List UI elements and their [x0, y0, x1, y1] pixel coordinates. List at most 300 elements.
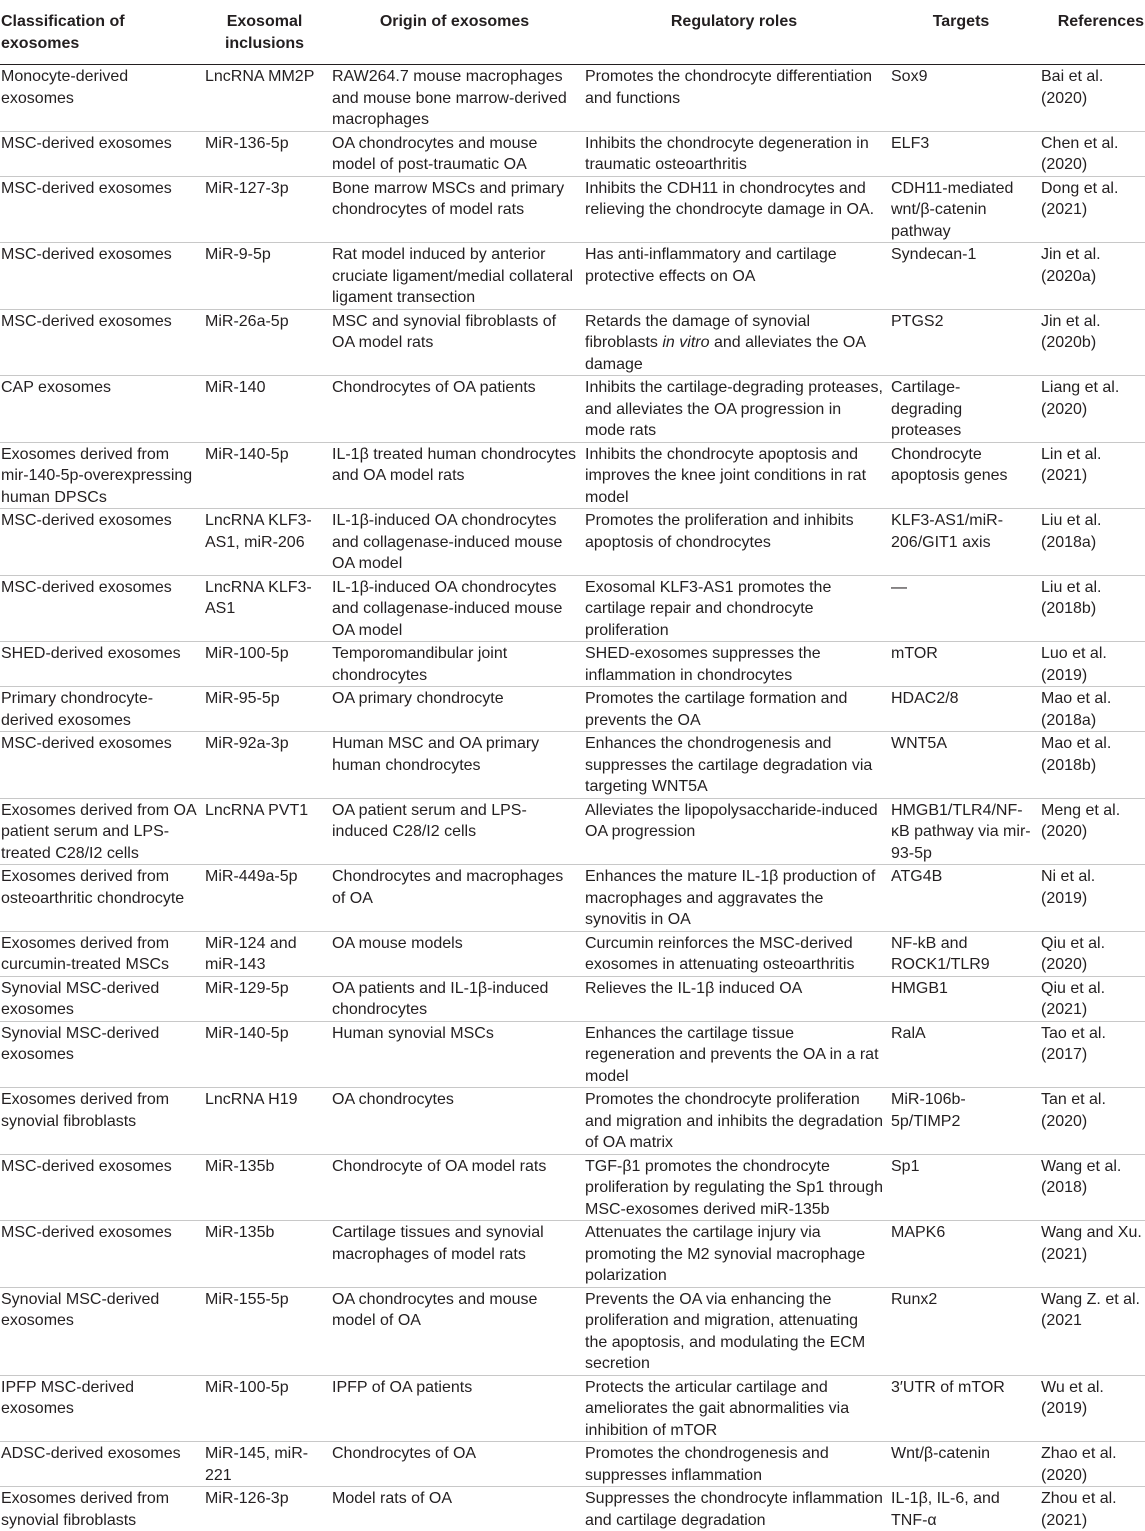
cell-inclusions-text: MiR-127-3p	[205, 177, 324, 200]
cell-targets-text: MAPK6	[891, 1221, 1031, 1244]
cell-inclusions	[201, 1442, 328, 1487]
cell-origin	[328, 1375, 581, 1442]
cell-classification	[0, 243, 201, 310]
cell-origin-text: Temporomandibular joint chondrocytes	[332, 642, 577, 686]
cell-targets-text: MiR-106b-5p/TIMP2	[891, 1088, 1031, 1132]
cell-targets	[887, 976, 1035, 1021]
cell-origin-text: Chondrocytes and macrophages of OA	[332, 865, 577, 909]
cell-inclusions	[201, 176, 328, 243]
cell-inclusions	[201, 865, 328, 932]
cell-inclusions-text: MiR-126-3p	[205, 1487, 324, 1510]
cell-roles	[581, 1021, 887, 1088]
cell-origin	[328, 1154, 581, 1221]
cell-reference-text: Tao et al. (2017)	[1041, 1022, 1145, 1066]
cell-classification	[0, 1487, 201, 1531]
cell-classification-text: MSC-derived exosomes	[1, 1155, 197, 1178]
cell-reference-text: Liu et al. (2018b)	[1041, 576, 1145, 620]
cell-classification	[0, 309, 201, 376]
cell-roles	[581, 176, 887, 243]
cell-inclusions-text: MiR-140-5p	[205, 443, 324, 466]
cell-reference-text: Liang et al. (2020)	[1041, 376, 1145, 420]
cell-targets-text: CDH11-mediated wnt/β-catenin pathway	[891, 177, 1031, 243]
cell-reference	[1035, 798, 1145, 865]
cell-classification-text: Exosomes derived from mir-140-5p-overexpressing human DPSCs	[1, 443, 197, 509]
cell-roles-text: Promotes the chondrocyte differentiation and functions	[585, 65, 883, 109]
cell-inclusions	[201, 931, 328, 976]
cell-classification	[0, 442, 201, 509]
cell-origin	[328, 1021, 581, 1088]
cell-reference-text: Mao et al. (2018a)	[1041, 687, 1145, 731]
table-row	[0, 687, 1145, 732]
cell-roles-text: Promotes the chondrogenesis and suppresses inflammation	[585, 1442, 883, 1486]
cell-targets	[887, 376, 1035, 443]
cell-inclusions	[201, 1021, 328, 1088]
cell-targets-text: Runx2	[891, 1288, 1031, 1311]
cell-targets	[887, 176, 1035, 243]
cell-inclusions-text: MiR-155-5p	[205, 1288, 324, 1311]
cell-reference-text: Lin et al. (2021)	[1041, 443, 1145, 487]
cell-targets	[887, 1021, 1035, 1088]
cell-origin	[328, 243, 581, 310]
table-row	[0, 1021, 1145, 1088]
cell-classification-text: SHED-derived exosomes	[1, 642, 197, 665]
cell-classification-text: MSC-derived exosomes	[1, 177, 197, 200]
cell-classification-text: Exosomes derived from OA patient serum and LPS-treated C28/I2 cells	[1, 799, 197, 865]
cell-inclusions	[201, 243, 328, 310]
cell-origin-text: Bone marrow MSCs and primary chondrocytes of model rats	[332, 177, 577, 221]
cell-inclusions	[201, 1487, 328, 1531]
cell-classification-text: Primary chondrocyte-derived exosomes	[1, 687, 197, 731]
table-row	[0, 1442, 1145, 1487]
cell-targets	[887, 642, 1035, 687]
cell-origin-text: IL-1β treated human chondrocytes and OA model rats	[332, 443, 577, 487]
cell-reference-text: Liu et al. (2018a)	[1041, 509, 1145, 553]
cell-roles-text: Has anti-inflammatory and cartilage protective effects on OA	[585, 243, 883, 287]
cell-origin-text: Human MSC and OA primary human chondrocytes	[332, 732, 577, 776]
cell-inclusions-text: MiR-100-5p	[205, 642, 324, 665]
table-row	[0, 976, 1145, 1021]
cell-reference	[1035, 865, 1145, 932]
cell-classification-text: IPFP MSC-derived exosomes	[1, 1376, 197, 1420]
cell-inclusions-text: LncRNA KLF3-AS1, miR-206	[205, 509, 324, 553]
cell-roles	[581, 131, 887, 176]
cell-classification	[0, 687, 201, 732]
cell-reference-text: Wang and Xu. (2021)	[1041, 1221, 1145, 1265]
cell-targets-text: HMGB1/TLR4/NF-κB pathway via mir-93-5p	[891, 799, 1031, 865]
cell-targets	[887, 1375, 1035, 1442]
cell-inclusions-text: MiR-95-5p	[205, 687, 324, 710]
cell-roles	[581, 1088, 887, 1155]
cell-classification	[0, 176, 201, 243]
cell-origin	[328, 376, 581, 443]
cell-reference-text: Jin et al. (2020a)	[1041, 243, 1145, 287]
cell-reference	[1035, 243, 1145, 310]
cell-reference	[1035, 509, 1145, 576]
cell-roles-text: Alleviates the lipopolysaccharide-induced OA progression	[585, 799, 883, 843]
cell-reference	[1035, 732, 1145, 799]
cell-inclusions	[201, 575, 328, 642]
cell-origin	[328, 509, 581, 576]
cell-classification-text: MSC-derived exosomes	[1, 243, 197, 266]
cell-reference	[1035, 442, 1145, 509]
cell-origin-text: Model rats of OA	[332, 1487, 577, 1510]
cell-roles	[581, 642, 887, 687]
cell-reference	[1035, 309, 1145, 376]
cell-inclusions	[201, 309, 328, 376]
cell-classification	[0, 1154, 201, 1221]
table-row	[0, 376, 1145, 443]
cell-reference-text: Tan et al. (2020)	[1041, 1088, 1145, 1132]
cell-targets	[887, 575, 1035, 642]
cell-roles-text: Promotes the proliferation and inhibits apoptosis of chondrocytes	[585, 509, 883, 553]
cell-origin	[328, 1287, 581, 1375]
table-header	[0, 0, 1145, 65]
cell-roles	[581, 1375, 887, 1442]
cell-origin	[328, 1442, 581, 1487]
cell-origin	[328, 642, 581, 687]
cell-classification	[0, 575, 201, 642]
cell-origin	[328, 309, 581, 376]
cell-origin-text: OA mouse models	[332, 932, 577, 955]
cell-reference-text: Meng et al. (2020)	[1041, 799, 1145, 843]
cell-classification-text: MSC-derived exosomes	[1, 1221, 197, 1244]
cell-roles-text: Enhances the chondrogenesis and suppresses the cartilage degradation via targeting WNT5A	[585, 732, 883, 798]
cell-inclusions-text: LncRNA PVT1	[205, 799, 324, 822]
cell-targets	[887, 687, 1035, 732]
cell-inclusions-text: MiR-140	[205, 376, 324, 399]
cell-inclusions	[201, 509, 328, 576]
cell-roles-text: Prevents the OA via enhancing the proliferation and migration, attenuating the apoptosis, and modulating the ECM secretion	[585, 1288, 883, 1375]
cell-inclusions-text: MiR-100-5p	[205, 1376, 324, 1399]
cell-targets	[887, 1221, 1035, 1288]
cell-roles	[581, 732, 887, 799]
cell-roles-text: Curcumin reinforces the MSC-derived exosomes in attenuating osteoarthritis	[585, 932, 883, 976]
cell-origin-text: IPFP of OA patients	[332, 1376, 577, 1399]
cell-origin	[328, 976, 581, 1021]
cell-inclusions	[201, 732, 328, 799]
cell-roles	[581, 1442, 887, 1487]
cell-targets-text: ATG4B	[891, 865, 1031, 888]
cell-roles	[581, 865, 887, 932]
cell-classification	[0, 1021, 201, 1088]
cell-roles	[581, 798, 887, 865]
cell-targets-text: Syndecan-1	[891, 243, 1031, 266]
cell-classification	[0, 1221, 201, 1288]
table-row	[0, 865, 1145, 932]
cell-roles-text: Inhibits the CDH11 in chondrocytes and relieving the chondrocyte damage in OA.	[585, 177, 883, 221]
cell-roles	[581, 65, 887, 132]
cell-origin-text: Chondrocytes of OA patients	[332, 376, 577, 399]
header-row	[0, 0, 1145, 65]
cell-inclusions-text: MiR-136-5p	[205, 132, 324, 155]
cell-targets-text: Chondrocyte apoptosis genes	[891, 443, 1031, 487]
cell-roles-text: Inhibits the chondrocyte apoptosis and improves the knee joint conditions in rat model	[585, 443, 883, 509]
cell-classification	[0, 131, 201, 176]
cell-reference	[1035, 1442, 1145, 1487]
cell-reference-text: Wang et al. (2018)	[1041, 1155, 1145, 1199]
cell-inclusions	[201, 1375, 328, 1442]
cell-reference	[1035, 976, 1145, 1021]
cell-targets-text: —	[891, 576, 1031, 599]
table-row	[0, 931, 1145, 976]
header-classification: Classification of exosomes	[0, 0, 201, 65]
cell-reference	[1035, 1287, 1145, 1375]
cell-roles-text: Enhances the mature IL-1β production of macrophages and aggravates the synovitis in OA	[585, 865, 883, 931]
cell-origin-text: OA primary chondrocyte	[332, 687, 577, 710]
cell-roles-text: Relieves the IL-1β induced OA	[585, 977, 883, 1000]
cell-origin	[328, 865, 581, 932]
cell-classification-text: Synovial MSC-derived exosomes	[1, 1022, 197, 1066]
cell-classification	[0, 1375, 201, 1442]
cell-origin-text: OA patient serum and LPS-induced C28/I2 cells	[332, 799, 577, 843]
cell-roles	[581, 1154, 887, 1221]
cell-reference-text: Zhao et al. (2020)	[1041, 1442, 1145, 1486]
table-row	[0, 1375, 1145, 1442]
cell-classification-text: Exosomes derived from synovial fibroblasts	[1, 1487, 197, 1531]
cell-classification-text: Exosomes derived from synovial fibroblasts	[1, 1088, 197, 1132]
cell-origin-text: IL-1β-induced OA chondrocytes and collagenase-induced mouse OA model	[332, 509, 577, 575]
cell-targets-text: Cartilage-degrading proteases	[891, 376, 1031, 442]
cell-roles	[581, 442, 887, 509]
cell-origin	[328, 687, 581, 732]
cell-classification	[0, 509, 201, 576]
cell-origin-text: Chondrocytes of OA	[332, 1442, 577, 1465]
cell-roles	[581, 243, 887, 310]
cell-classification	[0, 798, 201, 865]
cell-reference-text: Bai et al. (2020)	[1041, 65, 1145, 109]
cell-reference-text: Dong et al. (2021)	[1041, 177, 1145, 221]
cell-reference-text: Qiu et al. (2020)	[1041, 932, 1145, 976]
cell-reference	[1035, 376, 1145, 443]
cell-targets	[887, 509, 1035, 576]
cell-roles-text: Inhibits the cartilage-degrading proteases, and alleviates the OA progression in mode rats	[585, 376, 883, 442]
cell-inclusions-text: MiR-124 and miR-143	[205, 932, 324, 976]
cell-classification	[0, 1088, 201, 1155]
cell-roles	[581, 931, 887, 976]
cell-inclusions	[201, 442, 328, 509]
cell-reference-text: Qiu et al. (2021)	[1041, 977, 1145, 1021]
cell-inclusions	[201, 1221, 328, 1288]
cell-targets	[887, 798, 1035, 865]
cell-reference-text: Wu et al. (2019)	[1041, 1376, 1145, 1420]
cell-roles-text: Promotes the cartilage formation and prevents the OA	[585, 687, 883, 731]
cell-inclusions-text: MiR-145, miR-221	[205, 1442, 324, 1486]
cell-targets	[887, 1154, 1035, 1221]
cell-targets	[887, 65, 1035, 132]
cell-reference	[1035, 65, 1145, 132]
cell-origin	[328, 1221, 581, 1288]
cell-origin	[328, 176, 581, 243]
cell-origin-text: MSC and synovial fibroblasts of OA model rats	[332, 310, 577, 354]
cell-roles-text: Suppresses the chondrocyte inflammation and cartilage degradation	[585, 1487, 883, 1531]
cell-classification	[0, 642, 201, 687]
cell-origin	[328, 1487, 581, 1531]
cell-targets	[887, 865, 1035, 932]
cell-inclusions	[201, 131, 328, 176]
cell-targets-text: PTGS2	[891, 310, 1031, 333]
table-row	[0, 1221, 1145, 1288]
table-row	[0, 1154, 1145, 1221]
cell-classification-text: Synovial MSC-derived exosomes	[1, 1288, 197, 1332]
cell-roles-text: SHED-exosomes suppresses the inflammation in chondrocytes	[585, 642, 883, 686]
cell-targets-text: RalA	[891, 1022, 1031, 1045]
cell-inclusions-text: MiR-135b	[205, 1221, 324, 1244]
cell-classification-text: ADSC-derived exosomes	[1, 1442, 197, 1465]
cell-roles	[581, 687, 887, 732]
cell-inclusions	[201, 1154, 328, 1221]
cell-roles-text: TGF-β1 promotes the chondrocyte proliferation by regulating the Sp1 through MSC-exosomes derived miR-135b	[585, 1155, 883, 1221]
cell-origin-text: Rat model induced by anterior cruciate ligament/medial collateral ligament transection	[332, 243, 577, 309]
cell-reference-text: Wang Z. et al. (2021	[1041, 1288, 1145, 1332]
cell-reference	[1035, 1088, 1145, 1155]
cell-targets-text: HMGB1	[891, 977, 1031, 1000]
cell-origin-text: OA chondrocytes and mouse model of post-traumatic OA	[332, 132, 577, 176]
cell-classification-text: MSC-derived exosomes	[1, 509, 197, 532]
cell-targets	[887, 131, 1035, 176]
cell-inclusions-text: MiR-449a-5p	[205, 865, 324, 888]
cell-inclusions-text: LncRNA H19	[205, 1088, 324, 1111]
cell-roles	[581, 376, 887, 443]
cell-reference	[1035, 131, 1145, 176]
cell-classification	[0, 732, 201, 799]
cell-targets-text: IL-1β, IL-6, and TNF-α	[891, 1487, 1031, 1531]
cell-origin	[328, 1088, 581, 1155]
cell-targets-text: 3′UTR of mTOR	[891, 1376, 1031, 1399]
cell-roles-text: Retards the damage of synovial fibroblasts in vitro and alleviates the OA damage	[585, 310, 883, 376]
cell-reference-text: Zhou et al. (2021)	[1041, 1487, 1145, 1531]
cell-origin	[328, 131, 581, 176]
cell-classification	[0, 376, 201, 443]
cell-reference	[1035, 1487, 1145, 1531]
cell-targets-text: HDAC2/8	[891, 687, 1031, 710]
cell-reference	[1035, 687, 1145, 732]
cell-reference	[1035, 931, 1145, 976]
cell-targets	[887, 243, 1035, 310]
cell-inclusions-text: MiR-129-5p	[205, 977, 324, 1000]
cell-classification-text: CAP exosomes	[1, 376, 197, 399]
cell-roles-text: Protects the articular cartilage and ameliorates the gait abnormalities via inhibition of mTOR	[585, 1376, 883, 1442]
table-row	[0, 243, 1145, 310]
cell-origin-text: RAW264.7 mouse macrophages and mouse bone marrow-derived macrophages	[332, 65, 577, 131]
table-row	[0, 732, 1145, 799]
cell-roles	[581, 309, 887, 376]
cell-inclusions	[201, 1287, 328, 1375]
cell-origin-text: Cartilage tissues and synovial macrophages of model rats	[332, 1221, 577, 1265]
cell-classification-text: Monocyte-derived exosomes	[1, 65, 197, 109]
table-body	[0, 65, 1145, 1531]
cell-reference-text: Ni et al. (2019)	[1041, 865, 1145, 909]
header-references: References	[1035, 0, 1145, 65]
cell-roles	[581, 1487, 887, 1531]
cell-classification-text: MSC-derived exosomes	[1, 310, 197, 333]
cell-classification	[0, 65, 201, 132]
cell-origin	[328, 575, 581, 642]
cell-reference	[1035, 176, 1145, 243]
cell-roles	[581, 976, 887, 1021]
table-row	[0, 176, 1145, 243]
cell-roles	[581, 575, 887, 642]
cell-targets-text: Sp1	[891, 1155, 1031, 1178]
cell-roles	[581, 509, 887, 576]
cell-classification-text: Synovial MSC-derived exosomes	[1, 977, 197, 1021]
cell-classification-text: Exosomes derived from curcumin-treated MSCs	[1, 932, 197, 976]
table-row	[0, 642, 1145, 687]
cell-targets-text: KLF3-AS1/miR-206/GIT1 axis	[891, 509, 1031, 553]
table-row	[0, 65, 1145, 132]
cell-roles	[581, 1221, 887, 1288]
cell-targets	[887, 931, 1035, 976]
cell-roles	[581, 1287, 887, 1375]
cell-roles-text: Inhibits the chondrocyte degeneration in traumatic osteoarthritis	[585, 132, 883, 176]
cell-classification	[0, 865, 201, 932]
cell-origin-text: OA patients and IL-1β-induced chondrocytes	[332, 977, 577, 1021]
cell-inclusions	[201, 1088, 328, 1155]
header-targets: Targets	[887, 0, 1035, 65]
table-row	[0, 509, 1145, 576]
cell-inclusions-text: MiR-135b	[205, 1155, 324, 1178]
cell-inclusions-text: LncRNA MM2P	[205, 65, 324, 88]
cell-inclusions-text: LncRNA KLF3-AS1	[205, 576, 324, 620]
cell-origin	[328, 442, 581, 509]
table-row	[0, 309, 1145, 376]
cell-reference	[1035, 1021, 1145, 1088]
cell-origin	[328, 732, 581, 799]
cell-reference	[1035, 1154, 1145, 1221]
cell-targets-text: NF-kB and ROCK1/TLR9	[891, 932, 1031, 976]
cell-classification-text: MSC-derived exosomes	[1, 132, 197, 155]
cell-origin	[328, 798, 581, 865]
cell-classification	[0, 931, 201, 976]
table-row	[0, 1287, 1145, 1375]
table-row	[0, 1088, 1145, 1155]
header-roles: Regulatory roles	[581, 0, 887, 65]
cell-inclusions	[201, 376, 328, 443]
header-origin: Origin of exosomes	[328, 0, 581, 65]
table-row	[0, 442, 1145, 509]
cell-reference-text: Chen et al. (2020)	[1041, 132, 1145, 176]
cell-roles-text: Exosomal KLF3-AS1 promotes the cartilage repair and chondrocyte proliferation	[585, 576, 883, 642]
cell-origin	[328, 65, 581, 132]
cell-roles-text: Enhances the cartilage tissue regeneration and prevents the OA in a rat model	[585, 1022, 883, 1088]
cell-inclusions	[201, 687, 328, 732]
cell-targets	[887, 1442, 1035, 1487]
cell-inclusions	[201, 642, 328, 687]
cell-roles-text: Promotes the chondrocyte proliferation and migration and inhibits the degradation of OA matrix	[585, 1088, 883, 1154]
table-row	[0, 1487, 1145, 1531]
cell-inclusions-text: MiR-9-5p	[205, 243, 324, 266]
cell-inclusions	[201, 65, 328, 132]
cell-origin	[328, 931, 581, 976]
table-row	[0, 575, 1145, 642]
cell-targets	[887, 309, 1035, 376]
cell-origin-text: IL-1β-induced OA chondrocytes and collagenase-induced mouse OA model	[332, 576, 577, 642]
cell-roles-text: Attenuates the cartilage injury via promoting the M2 synovial macrophage polarization	[585, 1221, 883, 1287]
cell-targets-text: Wnt/β-catenin	[891, 1442, 1031, 1465]
cell-targets-text: Sox9	[891, 65, 1031, 88]
cell-classification	[0, 976, 201, 1021]
cell-targets	[887, 1287, 1035, 1375]
cell-inclusions	[201, 976, 328, 1021]
cell-inclusions	[201, 798, 328, 865]
cell-targets	[887, 1487, 1035, 1531]
cell-inclusions-text: MiR-92a-3p	[205, 732, 324, 755]
cell-reference	[1035, 575, 1145, 642]
cell-classification-text: Exosomes derived from osteoarthritic chondrocyte	[1, 865, 197, 909]
cell-reference-text: Jin et al. (2020b)	[1041, 310, 1145, 354]
cell-classification-text: MSC-derived exosomes	[1, 732, 197, 755]
cell-reference	[1035, 642, 1145, 687]
header-inclusions: Exosomal inclusions	[201, 0, 328, 65]
